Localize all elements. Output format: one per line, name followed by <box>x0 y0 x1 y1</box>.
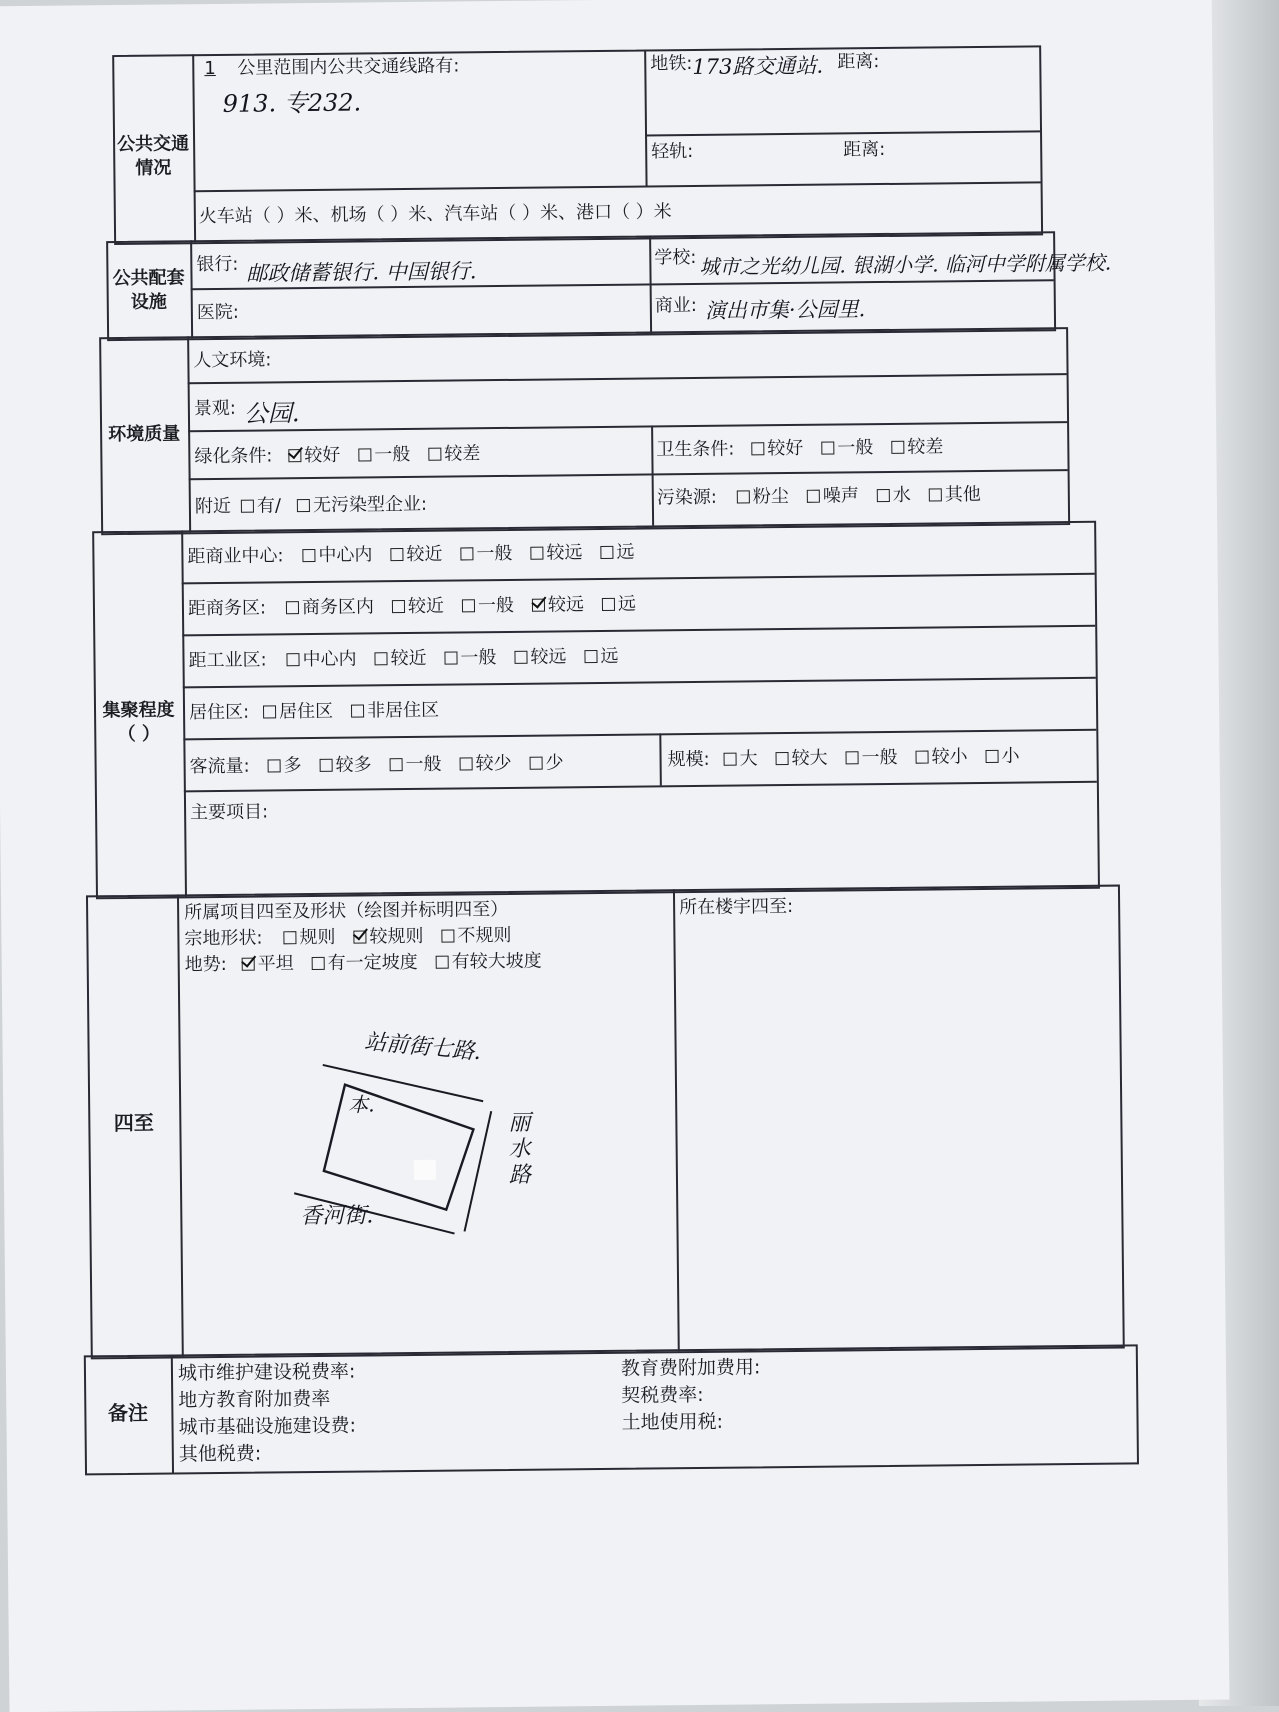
facilities-section-title: 公共配套 设施 <box>112 267 185 313</box>
bus-radius: 1 <box>204 57 216 80</box>
checkbox-option[interactable] <box>436 951 542 974</box>
checkbox-option-label: 小 <box>1001 745 1020 767</box>
sketch-building <box>414 1160 436 1180</box>
metro-distance-label: 距离: <box>837 51 880 73</box>
greening-options <box>288 443 498 467</box>
checkbox-option[interactable] <box>428 443 480 466</box>
checkbox-option-label: 大 <box>739 748 758 770</box>
checked-box-icon[interactable] <box>242 958 255 971</box>
checkbox-option-label: 噪声 <box>822 485 859 507</box>
checkbox-icon[interactable] <box>428 448 441 461</box>
school-value: 城市之光幼儿园. 银湖小学. 临河中学附属学校. <box>699 250 1112 279</box>
checkbox-icon[interactable] <box>436 956 449 969</box>
culture-label: 人文环境: <box>193 349 272 372</box>
hygiene-options <box>751 436 961 460</box>
commercial-center-label: 距商业中心: <box>187 545 284 568</box>
remark-line: 教育费附加费用: <box>620 1356 761 1380</box>
checkbox-option[interactable] <box>751 438 803 461</box>
checkbox-option-label: 较少 <box>475 752 512 775</box>
passenger-flow-label: 客流量: <box>189 755 250 778</box>
checkbox-icon[interactable] <box>392 600 405 613</box>
checkbox-option[interactable] <box>462 595 514 618</box>
bank-value: 邮政储蓄银行. 中国银行. <box>246 259 477 286</box>
checkbox-icon[interactable] <box>320 759 333 772</box>
checkbox-option[interactable] <box>374 648 426 671</box>
checkbox-option-label: 有一定坡度 <box>327 951 418 974</box>
checkbox-option[interactable] <box>845 747 897 770</box>
checkbox-icon[interactable] <box>390 548 403 561</box>
sketch-north-label: 站前街七路. <box>363 1029 483 1066</box>
checkbox-icon[interactable] <box>846 751 859 764</box>
checkbox-option-label: 少 <box>545 752 564 774</box>
checkbox-icon[interactable] <box>351 704 364 717</box>
remark-line: 城市维护建设税费率: <box>177 1360 356 1385</box>
checkbox-option-label: 一般 <box>405 753 442 776</box>
checkbox-option[interactable] <box>351 700 439 723</box>
passenger-flow-options <box>268 752 582 777</box>
checkbox-icon[interactable] <box>263 705 276 718</box>
checkbox-icon[interactable] <box>460 547 473 560</box>
scale-label: 规模: <box>667 748 710 771</box>
transport-section-title: 公共交通 情况 <box>116 133 190 179</box>
checkbox-option[interactable] <box>891 436 943 459</box>
checkbox-option-label: 有较大坡度 <box>451 950 542 973</box>
checkbox-option-label: 其他 <box>944 483 981 506</box>
checkbox-icon[interactable] <box>444 651 457 664</box>
checkbox-option[interactable] <box>532 594 584 617</box>
commercial-center-options <box>302 541 652 567</box>
school-label: 学校: <box>654 246 697 269</box>
checkbox-option-label: 非居住区 <box>366 699 440 722</box>
checkbox-option[interactable] <box>358 444 410 467</box>
terrain-label: 地势: <box>184 953 227 976</box>
checkbox-icon[interactable] <box>286 653 299 666</box>
checkbox-option-label: 商务区内 <box>301 596 375 619</box>
checkbox-option[interactable] <box>737 486 789 509</box>
stations-distance-line: 火车站（ ）米、机场（ ）米、汽车站（ ）米、港口（ ）米 <box>198 201 672 228</box>
checkbox-icon[interactable] <box>916 751 929 764</box>
checkbox-option-label: 一般 <box>374 443 411 466</box>
pollution-options <box>737 484 999 509</box>
checkbox-icon[interactable] <box>724 753 737 766</box>
checkbox-icon[interactable] <box>268 759 281 772</box>
checkbox-option[interactable] <box>460 753 512 776</box>
agglomeration-section-title: 集聚程度 （ ） <box>102 699 175 746</box>
checkbox-icon[interactable] <box>390 758 403 771</box>
remarks-section-title: 备注 <box>107 1400 149 1426</box>
checkbox-option[interactable] <box>584 646 618 668</box>
checkbox-icon[interactable] <box>286 601 299 614</box>
checkbox-option[interactable] <box>877 485 911 507</box>
checkbox-option[interactable] <box>821 437 873 460</box>
hospital-label: 医院: <box>196 301 240 324</box>
checkbox-option-label: 较近 <box>390 647 427 670</box>
checkbox-option-label: 较远 <box>530 646 567 668</box>
checked-box-icon[interactable] <box>532 599 545 612</box>
checkbox-icon[interactable] <box>891 441 904 454</box>
checkbox-icon[interactable] <box>530 547 543 560</box>
scale-options <box>723 745 1037 770</box>
checkbox-option[interactable] <box>915 746 967 769</box>
checkbox-option-label: 较近 <box>407 595 445 617</box>
checkbox-option-label: 中心内 <box>318 544 373 566</box>
checkbox-option-label: 较小 <box>931 746 968 768</box>
checkbox-icon[interactable] <box>530 757 543 770</box>
checkbox-icon[interactable] <box>807 490 820 503</box>
residential-label: 居住区: <box>188 701 250 724</box>
checkbox-option-label: 较差 <box>907 436 944 458</box>
checkbox-option[interactable] <box>723 748 757 770</box>
checkbox-option-label: 一般 <box>477 594 515 617</box>
checkbox-icon[interactable] <box>283 931 296 944</box>
remark-line: 土地使用税: <box>621 1410 724 1434</box>
environment-section-title: 环境质量 <box>108 423 181 446</box>
checkbox-icon[interactable] <box>302 549 315 562</box>
checkbox-option-label: 远 <box>617 593 637 615</box>
bus-lines-value: 913. 专232. <box>222 88 362 118</box>
remark-line: 地方教育附加费率 <box>178 1387 331 1412</box>
industrial-zone-label: 距工业区: <box>188 649 267 672</box>
project-boundaries-title: 所属项目四至及形状（绘图并标明四至） <box>184 898 509 924</box>
building-boundaries-label: 所在楼宇四至: <box>679 895 794 919</box>
checkbox-option-label: 多 <box>283 755 302 777</box>
checkbox-option-label: 一般 <box>837 437 874 459</box>
checkbox-icon[interactable] <box>514 651 527 664</box>
checkbox-option-label: 一般 <box>861 746 898 769</box>
checkbox-option-label: 较近 <box>406 543 443 566</box>
checkbox-option[interactable] <box>312 952 418 975</box>
checkbox-option-label: 远 <box>600 645 619 667</box>
checkbox-icon[interactable] <box>985 750 998 763</box>
landscape-label: 景观: <box>193 397 237 420</box>
checkbox-option[interactable] <box>929 484 981 507</box>
checkbox-option[interactable] <box>302 544 372 567</box>
metro-value: 173路交通站. <box>692 53 824 79</box>
sketch-east-road-line <box>463 1111 492 1231</box>
sketch-lot-outline <box>323 1083 474 1211</box>
checkbox-option-label: 较远 <box>546 542 583 564</box>
checkbox-icon[interactable] <box>584 650 597 663</box>
lot-shape-options <box>283 925 529 950</box>
nearby-polluting-option[interactable]: 有/ <box>241 495 281 517</box>
residential-options <box>263 699 457 723</box>
checkbox-option-label: 粉尘 <box>752 486 789 508</box>
checkbox-option[interactable] <box>392 596 444 619</box>
checkbox-icon[interactable] <box>600 546 613 559</box>
checkbox-option-label: 远 <box>616 541 635 563</box>
checkbox-option-label: 一般 <box>476 542 513 565</box>
checkbox-option-label: 较差 <box>444 443 481 465</box>
checkbox-option-label: 平坦 <box>257 953 294 975</box>
checkbox-icon[interactable] <box>462 599 475 612</box>
checkbox-icon[interactable] <box>602 598 615 611</box>
checkbox-option[interactable] <box>985 746 1019 768</box>
checkbox-option-label: 规则 <box>299 926 336 949</box>
sketch-south-label: 香河街. <box>300 1203 374 1230</box>
checkbox-icon[interactable] <box>751 442 764 455</box>
checkbox-option[interactable] <box>807 485 859 508</box>
greening-label: 绿化条件: <box>194 445 273 468</box>
checkbox-option[interactable] <box>441 925 511 948</box>
nearby-label: 附近 <box>194 495 232 518</box>
checkbox-option[interactable] <box>390 754 442 777</box>
checkbox-icon[interactable] <box>737 490 750 503</box>
checkbox-option[interactable] <box>286 596 374 619</box>
bus-lines-label: 公里范围内公共交通线路有: <box>237 55 460 79</box>
checkbox-option[interactable] <box>530 752 564 774</box>
remark-line: 契税费率: <box>621 1383 704 1407</box>
terrain-options <box>242 950 560 975</box>
remarks-left <box>178 1359 357 1469</box>
checkbox-option-label: 较好 <box>767 437 804 460</box>
checkbox-option[interactable] <box>514 646 566 669</box>
hygiene-label: 卫生条件: <box>656 438 735 461</box>
checkbox-icon[interactable] <box>776 752 789 765</box>
checkbox-option-label: 较远 <box>547 594 585 616</box>
industrial-zone-options <box>286 646 636 672</box>
checkbox-option-label: 较多 <box>335 754 372 776</box>
checkbox-option[interactable] <box>390 544 442 567</box>
business-district-options <box>286 593 654 619</box>
checkbox-option[interactable] <box>268 755 302 777</box>
checkbox-icon[interactable] <box>460 757 473 770</box>
checkbox-option[interactable] <box>263 701 333 724</box>
checkbox-option-label: 较规则 <box>369 925 424 948</box>
sketch-east-label: 丽水路 <box>508 1110 532 1188</box>
checkbox-option[interactable] <box>460 543 512 566</box>
remark-line: 其他税费: <box>178 1442 262 1466</box>
checkbox-option-label: 不规则 <box>457 924 512 947</box>
lot-shape-label: 宗地形状: <box>184 927 263 950</box>
commerce-value: 演出市集·公园里. <box>704 297 866 323</box>
main-projects-label: 主要项目: <box>190 801 269 824</box>
checkbox-option-label: 较大 <box>791 747 828 769</box>
remarks-right <box>621 1354 761 1436</box>
checkbox-option-label: 居住区 <box>278 700 334 723</box>
checkbox-icon[interactable] <box>821 442 834 455</box>
checkbox-option[interactable] <box>283 927 335 950</box>
checkbox-option-label: 较好 <box>304 444 341 467</box>
checkbox-option-label: 水 <box>892 484 911 506</box>
checkbox-option[interactable] <box>775 748 827 771</box>
light-rail-label: 轻轨: <box>651 140 694 163</box>
commerce-label: 商业: <box>654 294 698 317</box>
sketch-north-road-line <box>323 1063 483 1103</box>
checkbox-option[interactable] <box>320 754 372 777</box>
bank-label: 银行: <box>196 253 239 276</box>
checked-box-icon[interactable] <box>288 449 301 462</box>
checkbox-option[interactable] <box>444 647 496 670</box>
checkbox-icon[interactable] <box>312 957 325 970</box>
metro-label: 地铁: <box>650 52 693 75</box>
checkbox-icon[interactable] <box>929 488 942 501</box>
checkbox-option[interactable] <box>600 542 634 564</box>
pollution-label: 污染源: <box>656 486 718 509</box>
checked-box-icon[interactable] <box>353 930 366 943</box>
checkbox-icon[interactable] <box>877 489 890 502</box>
checkbox-icon[interactable] <box>441 930 454 943</box>
checkbox-option-label: 一般 <box>460 647 497 669</box>
checkbox-option[interactable] <box>286 649 356 672</box>
light-rail-distance-label: 距离: <box>843 138 886 161</box>
checkbox-icon[interactable] <box>374 652 387 665</box>
checkbox-option[interactable] <box>242 953 294 976</box>
checkbox-option-label: 中心内 <box>302 648 357 671</box>
checkbox-option[interactable] <box>602 594 636 616</box>
boundaries-section-title: 四至 <box>113 1110 154 1136</box>
sketch-lot-label: 本. <box>348 1092 375 1117</box>
landscape-value: 公园. <box>243 399 300 428</box>
business-district-label: 距商务区: <box>187 597 267 620</box>
nearby-nonpolluting-option[interactable]: 无污染型企业: <box>297 494 427 517</box>
checkbox-icon[interactable] <box>358 448 371 461</box>
remark-line: 城市基础设施建设费: <box>178 1414 357 1439</box>
checkbox-option[interactable] <box>353 926 423 949</box>
checkbox-option[interactable] <box>288 445 340 468</box>
checkbox-option[interactable] <box>530 542 582 565</box>
